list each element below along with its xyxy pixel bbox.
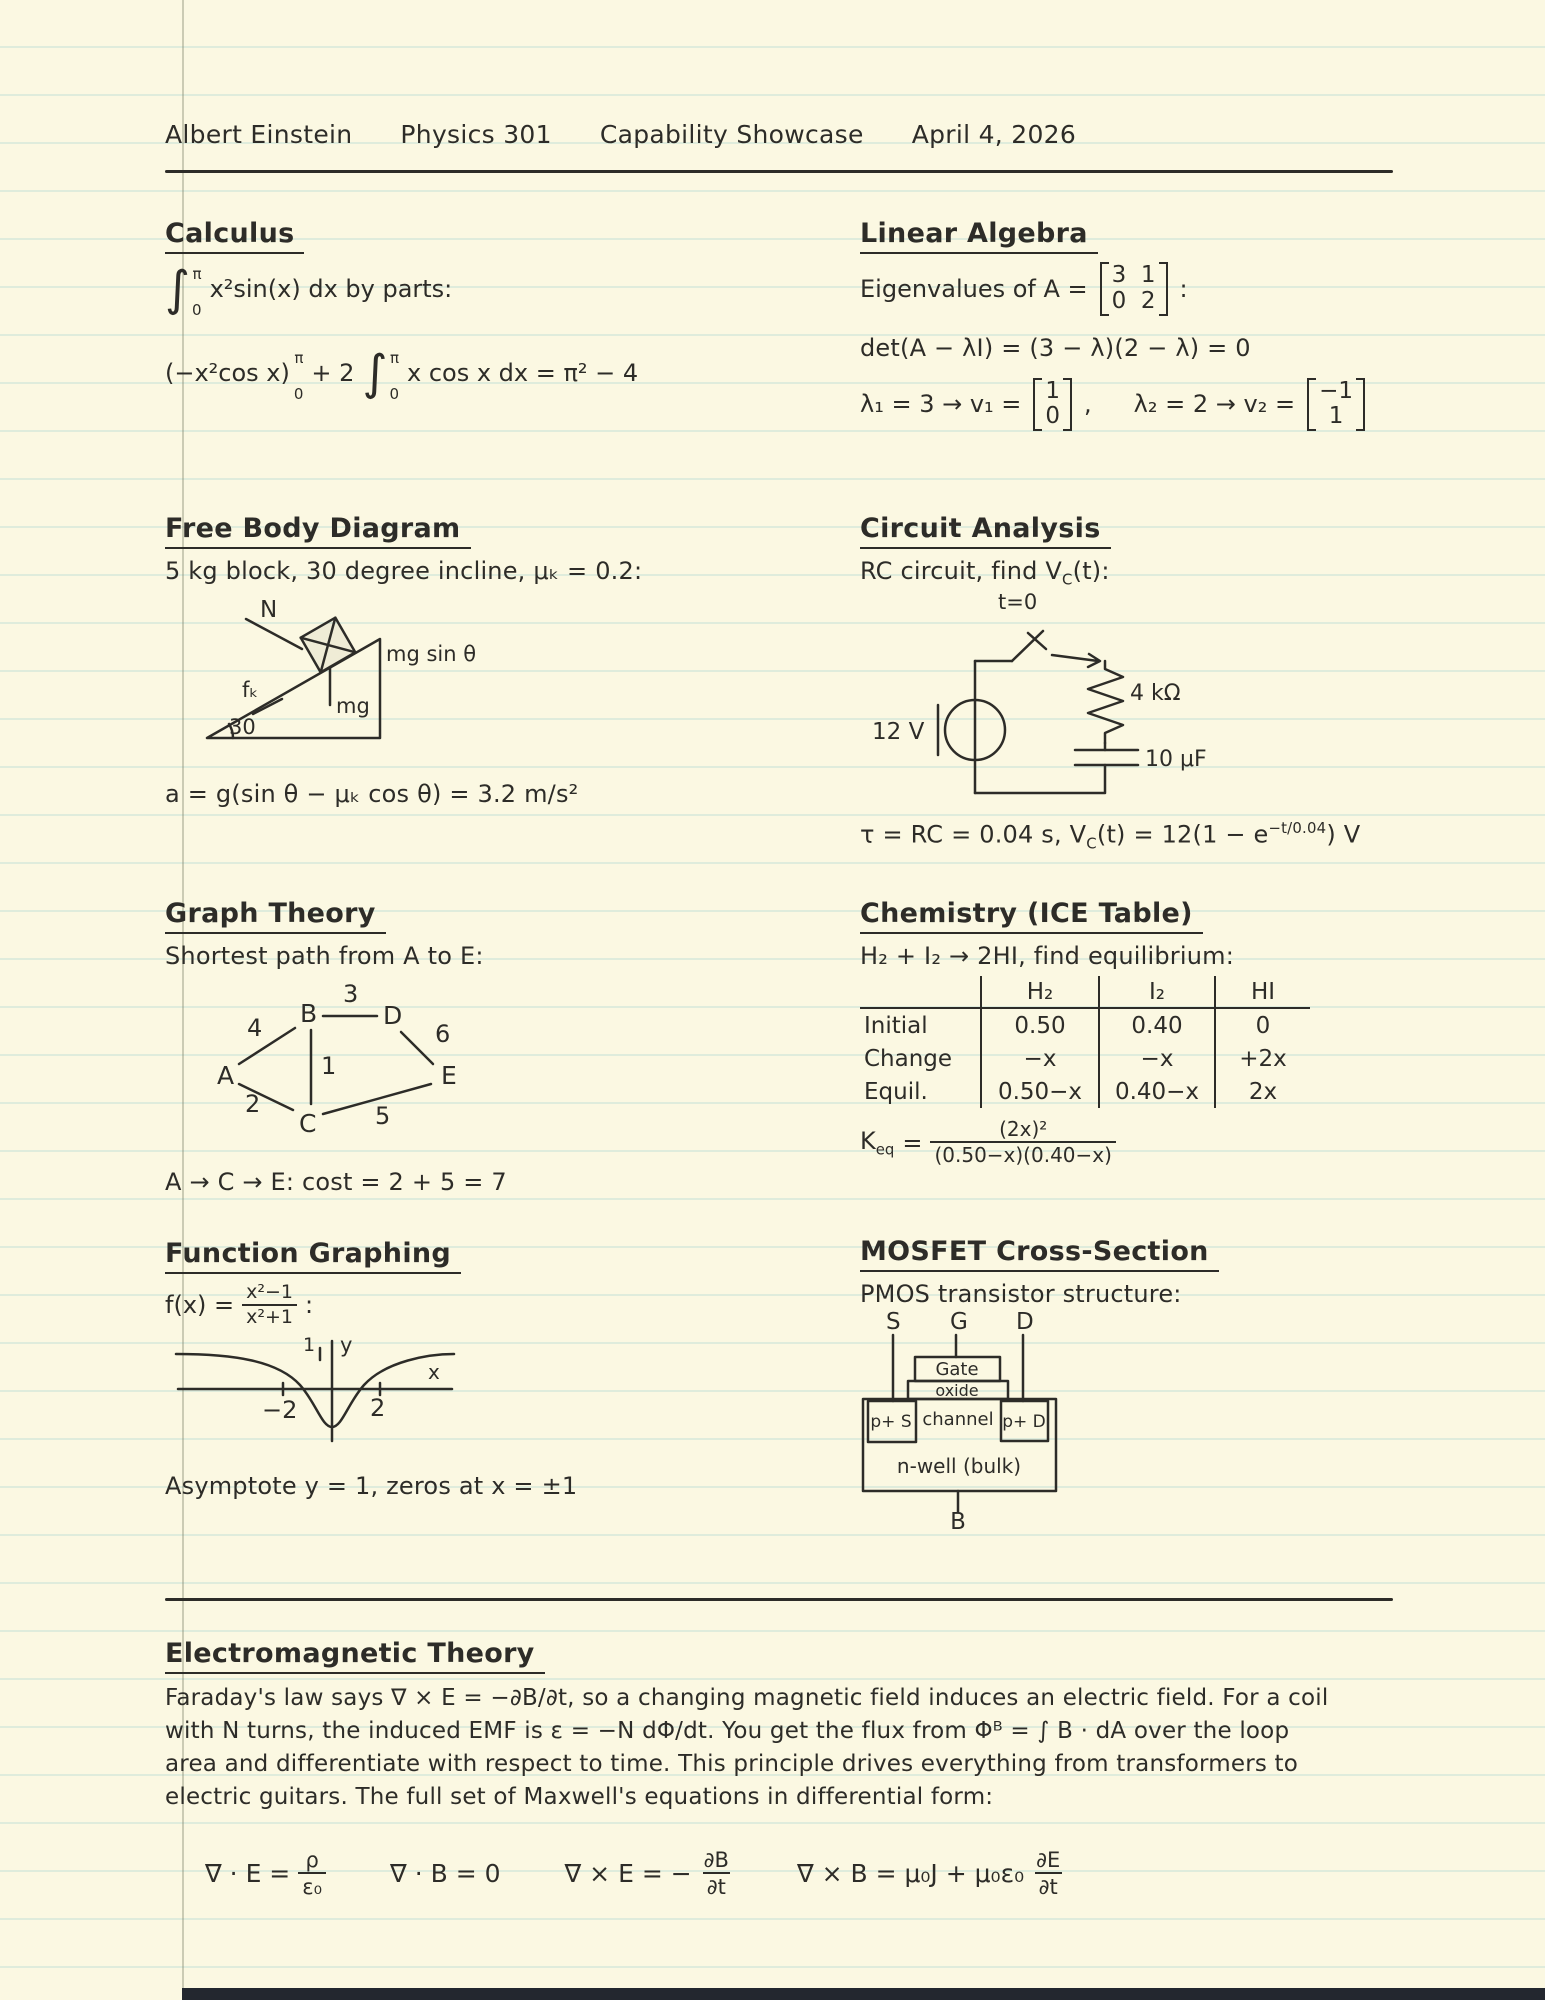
edge-DE xyxy=(401,1032,433,1064)
function-plot xyxy=(170,1332,460,1452)
eigen-results: λ₁ = 3 → v₁ = 1 0 , λ₂ = 2 → v₂ = −1 1 xyxy=(860,378,1500,432)
neg2-label: −2 xyxy=(262,1395,298,1424)
calculus-problem xyxy=(165,261,815,319)
section-graph-theory xyxy=(165,898,815,1196)
page-title: Capability Showcase xyxy=(599,120,864,149)
weight-CE: 5 xyxy=(375,1102,391,1130)
normal-label: N xyxy=(260,597,278,623)
fx-fraction: $\frac{\text{x²−1}}{\text{x²+1}}$ xyxy=(242,1282,297,1329)
switch-lever xyxy=(1012,631,1043,661)
keq-fraction: $\frac{\text{(2x)²}}{(0.50-x)(0.40-x)}$ xyxy=(930,1118,1115,1167)
eigenvalue-1: λ₁ = 3 → v₁ = xyxy=(860,390,1022,419)
calculus-sol-b: + 2 xyxy=(311,359,355,387)
circuit-title: Circuit Analysis xyxy=(860,513,1111,549)
normal-force-arrow xyxy=(246,619,302,649)
calculus-problem-text: x²sin(x) dx by parts: xyxy=(209,275,453,303)
gate-terminal-label: G xyxy=(950,1309,968,1335)
em-line-2: with N turns, the induced EMF is ε = −N dΦ/dt. You get the flux from Φᴮ = ∫ B · dA over the loop xyxy=(165,1718,1290,1744)
ampere-maxwell-law: ∇ × B = μ₀J + μ₀ε₀ $\frac{\partial E}{\partial t}$ xyxy=(796,1848,1061,1900)
calculus-sol-a: (−x²cos x) xyxy=(165,359,290,387)
matrix-A: 3 1 0 2 xyxy=(1100,262,1168,316)
integral-sign: ∫ π 0 xyxy=(165,261,202,319)
circuit-subtitle: RC circuit, find $V_C(t)$: xyxy=(860,557,1110,589)
x-label: x xyxy=(428,1359,440,1384)
em-line-3: area and differentiate with respect to time. This principle drives everything from transformers to xyxy=(165,1751,1299,1777)
node-E: E xyxy=(441,1061,457,1090)
section-rule xyxy=(165,1598,1393,1601)
capacitor-label: 10 μF xyxy=(1145,746,1207,772)
ice-row-label: Equil. xyxy=(864,1078,928,1105)
mosfet-subtitle: PMOS transistor structure: xyxy=(860,1280,1182,1308)
bulk-terminal-label: B xyxy=(950,1509,966,1535)
ice-header-i2: I₂ xyxy=(1098,976,1214,1009)
node-C: C xyxy=(299,1109,317,1138)
ice-row-label: Initial xyxy=(864,1012,928,1039)
section-calculus xyxy=(165,218,815,403)
free-body-subtitle: 5 kg block, 30 degree incline, μₖ = 0.2: xyxy=(165,557,643,585)
ice-cell: −x xyxy=(980,1042,1098,1075)
eigenvalue-2: λ₂ = 2 → v₂ = xyxy=(1133,390,1296,419)
det-equation: det(A − λI) = (3 − λ)(2 − λ) = 0 xyxy=(860,333,1251,362)
em-line-1: Faraday's law says ∇ × E = −∂B/∂t, so a changing magnetic field induces an electric field. For a coil xyxy=(165,1685,1329,1711)
section-chemistry xyxy=(860,898,1500,1167)
free-body-result: a = g(sin θ − μₖ cos θ) = 3.2 m/s² xyxy=(165,780,579,808)
student-name: Albert Einstein xyxy=(165,120,353,149)
resistor xyxy=(1088,661,1123,743)
ice-cell: 0.40 xyxy=(1098,1009,1214,1042)
ice-cell: +2x xyxy=(1214,1042,1310,1075)
header-rule xyxy=(165,170,1393,173)
eval-bounds: π 0 xyxy=(293,349,304,403)
one-label: 1 xyxy=(303,1333,316,1356)
course-name: Physics 301 xyxy=(400,120,552,149)
source-label: 12 V xyxy=(872,718,925,745)
ice-cell: 0.40−x xyxy=(1098,1075,1214,1108)
section-free-body xyxy=(165,513,815,808)
section-mosfet xyxy=(860,1236,1500,1533)
bottom-bar xyxy=(182,1988,1545,2000)
graph-diagram xyxy=(195,980,485,1148)
chemistry-subtitle: H₂ + I₂ → 2HI, find equilibrium: xyxy=(860,942,1235,970)
free-body-title: Free Body Diagram xyxy=(165,513,471,549)
weight-BD: 3 xyxy=(343,980,359,1008)
block xyxy=(301,618,356,673)
tau-equation: τ = RC = 0.04 s, $V_C(t) = 12(1 - e^{-t/0.04})$ V xyxy=(860,818,1361,852)
ice-row-label: Change xyxy=(864,1045,953,1072)
mosfet-title: MOSFET Cross-Section xyxy=(860,1236,1219,1272)
ice-cell: 0.50−x xyxy=(980,1075,1098,1108)
em-line-4: electric guitars. The full set of Maxwell's equations in differential form: xyxy=(165,1784,994,1810)
angle-label: 30 xyxy=(229,715,256,739)
gauss-law: ∇ · E = $\frac{\rho}{\text{ε₀}}$ xyxy=(205,1848,326,1899)
chemistry-title: Chemistry (ICE Table) xyxy=(860,898,1203,934)
em-paragraph xyxy=(165,1682,1435,1814)
weight-BC: 1 xyxy=(321,1052,337,1080)
vector-v2: −1 1 xyxy=(1307,378,1365,432)
graph-theory-subtitle: Shortest path from A to E: xyxy=(165,942,484,970)
ice-cell: 0 xyxy=(1214,1009,1310,1042)
pos2-label: 2 xyxy=(370,1393,386,1422)
vector-v1: 1 0 xyxy=(1033,378,1072,432)
rc-circuit-diagram xyxy=(860,589,1207,805)
section-em-theory xyxy=(165,1638,1435,1899)
switch-time-label: t=0 xyxy=(998,589,1038,614)
free-body-diagram xyxy=(180,597,600,762)
node-D: D xyxy=(383,1001,403,1030)
ice-cell: −x xyxy=(1098,1042,1214,1075)
weight-DE: 6 xyxy=(435,1020,451,1048)
fx-definition: f(x) = $\frac{\text{x²−1}}{\text{x²+1}}$ : xyxy=(165,1281,314,1328)
p-plus-drain-label: p+ D xyxy=(1002,1412,1046,1432)
graph-theory-title: Graph Theory xyxy=(165,898,386,934)
function-note: Asymptote y = 1, zeros at x = ±1 xyxy=(165,1471,578,1500)
ice-header-h2: H₂ xyxy=(980,976,1098,1009)
integral-sign-2: ∫ π 0 xyxy=(362,345,399,403)
drain-terminal-label: D xyxy=(1016,1309,1034,1335)
page-header xyxy=(165,120,1076,149)
friction-label: fₖ xyxy=(242,678,259,702)
calculus-title: Calculus xyxy=(165,218,304,254)
keq-equation: $K_{eq}$ = $\frac{\text{(2x)²}}{(0.50-x)(0.40-x)}$ xyxy=(860,1118,1500,1167)
linear-algebra-title: Linear Algebra xyxy=(860,218,1098,254)
section-circuit xyxy=(860,513,1500,852)
curve xyxy=(176,1354,454,1427)
calculus-sol-c: x cos x dx = π² − 4 xyxy=(407,359,639,387)
node-A: A xyxy=(217,1061,235,1090)
calculus-solution xyxy=(165,345,815,403)
eigen-intro: Eigenvalues of A = 3 1 0 2 : xyxy=(860,262,1188,314)
section-function-graphing xyxy=(165,1238,815,1500)
channel-label: channel xyxy=(922,1409,994,1430)
wire-arrow xyxy=(1052,654,1100,667)
weight-AB: 4 xyxy=(247,1014,263,1042)
source-terminal-label: S xyxy=(886,1309,901,1335)
date: April 4, 2026 xyxy=(911,120,1077,149)
mosfet-diagram xyxy=(860,1309,1060,1535)
graph-theory-result: A → C → E: cost = 2 + 5 = 7 xyxy=(165,1168,507,1196)
ice-cell: 2x xyxy=(1214,1075,1310,1108)
resistor-label: 4 kΩ xyxy=(1130,680,1181,706)
ice-table xyxy=(860,976,1500,1108)
y-label: y xyxy=(340,1332,353,1357)
weight-AC: 2 xyxy=(245,1090,261,1118)
node-B: B xyxy=(300,999,318,1028)
function-graphing-title: Function Graphing xyxy=(165,1238,461,1274)
mgsin-label: mg sin θ xyxy=(386,642,477,666)
section-linear-algebra xyxy=(860,218,1500,431)
p-plus-source-label: p+ S xyxy=(870,1412,912,1432)
mg-label: mg xyxy=(336,694,370,718)
gauss-magnetism: ∇ · B = 0 xyxy=(390,1859,501,1889)
faraday-law: ∇ × E = − $\frac{\partial B}{\partial t}$ xyxy=(564,1848,729,1900)
oxide-label: oxide xyxy=(935,1381,979,1400)
em-title: Electromagnetic Theory xyxy=(165,1638,545,1674)
maxwell-equations xyxy=(205,1848,1435,1899)
ice-header-blank xyxy=(860,976,980,1009)
ice-cell: 0.50 xyxy=(980,1009,1098,1042)
nwell-label: n-well (bulk) xyxy=(896,1454,1022,1478)
gate-label: Gate xyxy=(935,1359,979,1380)
eigen-intro-text: Eigenvalues of A = xyxy=(860,274,1088,303)
ice-header-hi: HI xyxy=(1214,976,1310,1009)
